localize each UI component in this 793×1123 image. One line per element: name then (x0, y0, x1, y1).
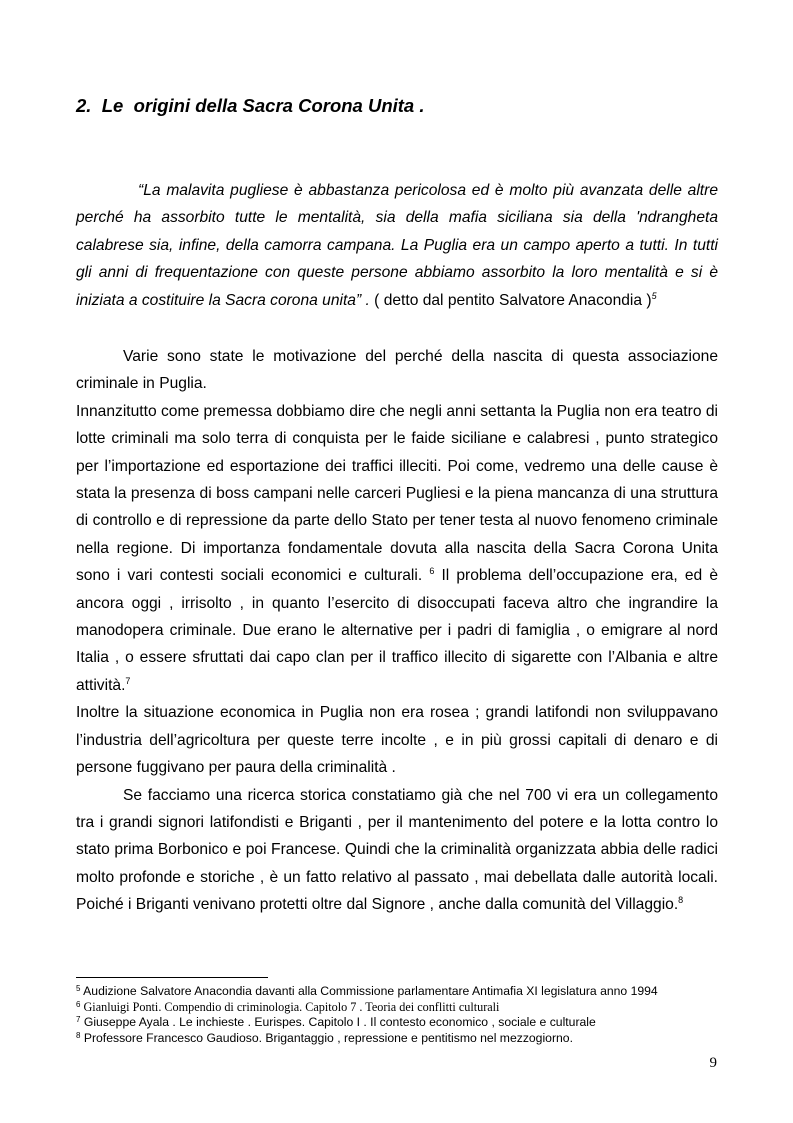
footnote-ref[interactable]: 6 (429, 566, 435, 577)
footnote-ref[interactable]: 8 (678, 895, 684, 906)
footnote-item: $^5$ Audizione Salvatore Anacondia davanti alla Commissione parlamentare Antimafia XI legislatura anno 1994 (76, 984, 658, 998)
body-text (76, 343, 718, 919)
page-number: 9 (709, 1055, 717, 1071)
footnotes (76, 984, 736, 1046)
quote-text: “La malavita pugliese è abbastanza pericolosa ed è molto più avanzata delle altre perché ha assorbito tutte le mentalità, sia della mafia siciliana sia della 'ndrangheta calabrese sia, infine, della camorra campana. La Puglia era un campo aperto a tutti. In tutti gli anni di frequentazione con queste persone abbiamo assorbito la loro mentalità e si è iniziata a costituire la Sacra corona unita” . (76, 182, 718, 309)
footnote-item: $^7$ Giuseppe Ayala . Le inchieste . Eurispes. Capitolo I . Il contesto economico , sociale e culturale (76, 1015, 596, 1030)
section-heading: 2. Le origini della Sacra Corona Unita . (76, 95, 425, 116)
paragraph: Innanzitutto come premessa dobbiamo dire che negli anni settanta la Puglia non era teatro di lotte criminali ma solo terra di conquista per le faide siciliane e calabresi , punto strategico per l’importazione ed esportazione dei traffici illeciti. Poi come, vedremo una delle cause è stata la presenza di boss campani nelle carceri Pugliesi e la piena mancanza di una struttura di controllo e di repressione da parte dello Stato per tener testa al nuovo fenomeno criminale nella regione. Di importanza fondamentale dovuta alla nascita della Sacra Corona Unita sono i vari contesti sociali economici e culturali. $^6$ Il problema dell’occupazione era, ed è ancora oggi , irrisolto , in quanto l’esercito di disoccupati faceva altro che ingrandire la manodopera criminale. Due erano le alternative per i padri di famiglia , o emigrare al nord Italia , o essere sfruttati dai capo clan per il traffico illecito di sigarette con l’Albania e altre attività.$^7$ (76, 402, 719, 694)
footnote-separator (76, 977, 268, 978)
paragraph: Varie sono state le motivazione del perché della nascita di questa associazione criminale in Puglia. (76, 348, 718, 393)
footnote-ref[interactable]: 7 (125, 675, 131, 686)
paragraph: Se facciamo una ricerca storica constatiamo già che nel 700 vi era un collegamento tra i grandi signori latifondisti e Briganti , per il mantenimento del potere e la lotta contro lo stato prima Borbonico e poi Francese. Quindi che la criminalità organizzata abbia delle radici molto profonde e storiche , è un fatto relativo al passato , mai debellata dalle autorità locali. Poiché i Briganti venivano protetti oltre dal Signore , anche dalla comunità del Villaggio.$^8$ (76, 786, 718, 914)
quote-attribution: ( detto dal pentito Salvatore Anacondia ) (369, 291, 652, 309)
footnote-item: $^6$ Gianluigi Ponti. Compendio di criminologia. Capitolo 7 . Teoria dei conflitti culturali (76, 999, 500, 1014)
paragraph: Inoltre la situazione economica in Puglia non era rosea ; grandi latifondi non sviluppavano l’industria dell’agricoltura per queste terre incolte , e in più grossi capitali di denaro e di persone fuggivano per paura della criminalità . (76, 704, 718, 777)
quote-paragraph (76, 177, 718, 314)
footnote-item: $^8$ Professore Francesco Gaudioso. Brigantaggio , repressione e pentitismo nel mezzogiorno. (76, 1030, 573, 1045)
footnote-ref[interactable]: 5 (651, 290, 657, 301)
